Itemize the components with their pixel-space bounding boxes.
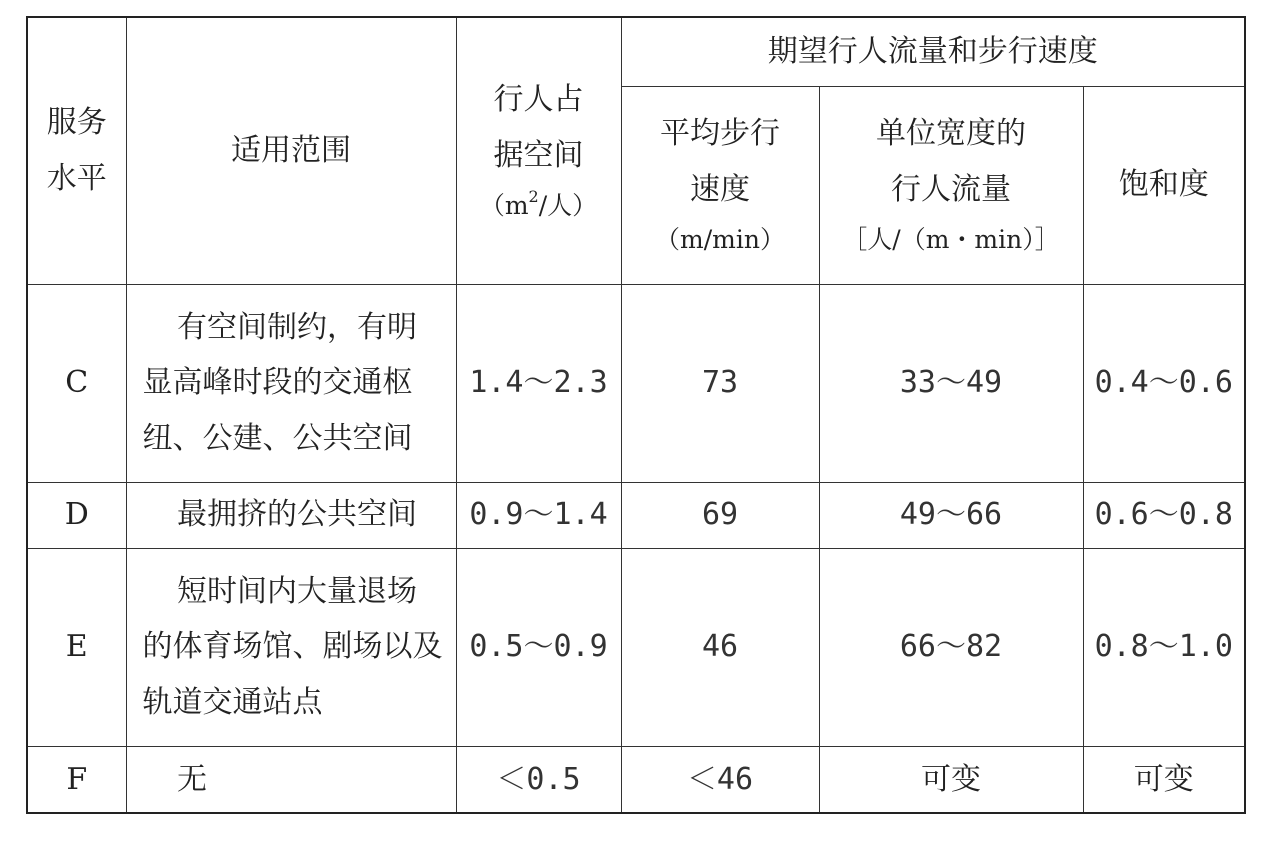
cell-level: E — [27, 548, 126, 746]
cell-level: F — [27, 746, 126, 813]
cell-saturation: 0.4～0.6 — [1083, 284, 1245, 482]
header-speed-unit: （m/min） — [655, 225, 785, 255]
header-space-line2: 据空间 — [493, 137, 584, 173]
header-space-line1: 行人占 — [493, 82, 584, 118]
header-speed-line2: 速度 — [690, 171, 750, 207]
header-level-line1: 服务 — [46, 105, 107, 141]
cell-scope — [126, 746, 456, 813]
cell-flow: 66～82 — [819, 548, 1083, 746]
header-speed — [621, 86, 819, 284]
table-row — [27, 284, 1245, 482]
header-group: 期望行人流量和步行速度 — [621, 17, 1245, 86]
header-level — [27, 17, 126, 284]
header-flow-line1: 单位宽度的 — [876, 116, 1026, 152]
cell-speed: 73 — [621, 284, 819, 482]
table-row — [27, 746, 1245, 813]
header-flow-unit: ［人/（m・min）］ — [842, 225, 1060, 255]
cell-flow: 可变 — [819, 746, 1083, 813]
cell-speed: ＜46 — [621, 746, 819, 813]
header-space — [456, 17, 621, 284]
header-flow — [819, 86, 1083, 284]
cell-space: 0.9～1.4 — [456, 482, 621, 548]
header-flow-line2: 行人流量 — [891, 171, 1011, 207]
cell-saturation: 0.8～1.0 — [1083, 548, 1245, 746]
cell-saturation: 可变 — [1083, 746, 1245, 813]
header-row-1 — [27, 17, 1245, 86]
header-scope: 适用范围 — [126, 17, 456, 284]
cell-saturation: 0.6～0.8 — [1083, 482, 1245, 548]
cell-space: ＜0.5 — [456, 746, 621, 813]
header-space-unit-post: /人） — [538, 191, 598, 221]
cell-scope-text: 最拥挤的公共空间 — [177, 497, 417, 533]
cell-scope-text: 无 — [177, 761, 207, 797]
cell-scope-text: 有空间制约，有明显高峰时段的交通枢纽、公建、公共空间 — [142, 309, 417, 456]
cell-scope — [126, 548, 456, 746]
cell-speed: 69 — [621, 482, 819, 548]
cell-space: 1.4～2.3 — [456, 284, 621, 482]
cell-scope — [126, 284, 456, 482]
header-space-unit — [457, 183, 621, 229]
header-space-unit-pre: （m — [479, 191, 529, 221]
table-row — [27, 482, 1245, 548]
cell-level: C — [27, 284, 126, 482]
header-level-line2: 水平 — [46, 160, 107, 196]
header-speed-line1: 平均步行 — [660, 116, 780, 152]
cell-scope — [126, 482, 456, 548]
cell-scope-text: 短时间内大量退场的体育场馆、剧场以及轨道交通站点 — [142, 573, 443, 720]
cell-flow: 33～49 — [819, 284, 1083, 482]
cell-flow: 49～66 — [819, 482, 1083, 548]
header-saturation: 饱和度 — [1083, 86, 1245, 284]
cell-space: 0.5～0.9 — [456, 548, 621, 746]
table-row — [27, 548, 1245, 746]
service-level-table — [26, 16, 1246, 814]
cell-level: D — [27, 482, 126, 548]
cell-speed: 46 — [621, 548, 819, 746]
header-space-unit-sup: 2 — [528, 187, 539, 207]
